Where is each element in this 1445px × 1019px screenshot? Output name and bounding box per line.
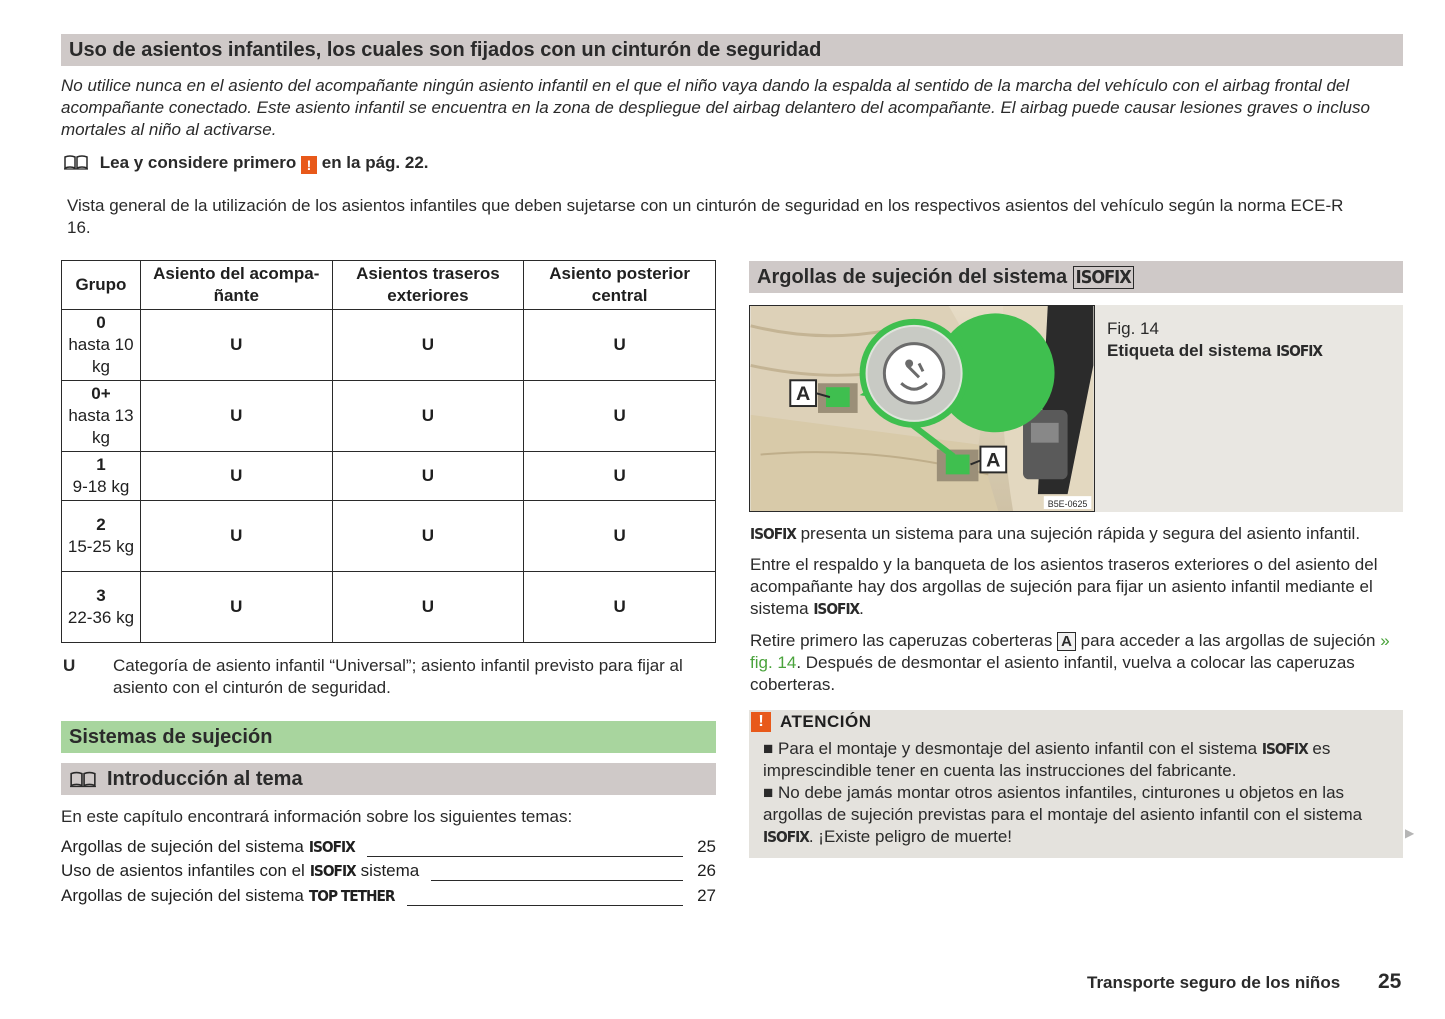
group-number: 0+	[91, 384, 111, 403]
toc-page-number: 26	[697, 861, 716, 880]
toc-entry-title	[61, 861, 427, 881]
group-number: 1	[96, 455, 106, 474]
toc-page-number: 27	[697, 886, 716, 905]
seat-category-cell: U	[332, 381, 524, 452]
attention-item-2	[763, 782, 1393, 848]
isofix-para-1-text: presenta un sistema para una sujeción rápida y segura del asiento infantil.	[800, 524, 1361, 543]
attention-item-1-text: ■ Para el montaje y desmontaje del asiento infantil con el sistema	[763, 739, 1258, 758]
airbag-warning-text: No utilice nunca en el asiento del acompañante ningún asiento infantil en el que el niño vaya dando la espalda al sentido de la marcha del vehículo con el airbag frontal del acompañante conectado. Este asiento infantil se encuentra en la zona de despliegue del airbag delantero del acompañante. El airbag puede causar lesiones graves o incluso mortales al niño al activarse.	[61, 76, 1370, 139]
attention-box	[749, 710, 1403, 858]
isofix-badge: ISOFIX	[750, 525, 796, 543]
toc-leader-line	[407, 905, 683, 906]
group-cell	[62, 452, 141, 501]
toc-entry[interactable]	[61, 886, 716, 910]
system-badge: TOP TETHER	[308, 887, 395, 905]
attention-title: ATENCIÓN	[780, 712, 872, 731]
footnote-text: Categoría de asiento infantil “Universal”; asiento infantil previsto para fijar al asiento con el cinturón de seguridad.	[113, 656, 683, 697]
seat-category-cell: U	[332, 452, 524, 501]
section-heading: Uso de asientos infantiles, los cuales son fijados con un cinturón de seguridad	[69, 39, 822, 61]
page-number: 25	[1378, 970, 1402, 993]
isofix-para-3	[750, 630, 1405, 696]
group-weight: 22-36 kg	[67, 608, 135, 627]
group-weight: 9-18 kg	[72, 477, 130, 496]
toc-page-number: 25	[697, 837, 716, 856]
header-traseros-exteriores: Asientos traseros exteriores	[332, 261, 524, 310]
isofix-heading-bar	[749, 261, 1403, 293]
seat-category-cell: U	[140, 452, 332, 501]
seat-category-cell: U	[140, 572, 332, 643]
seat-category-cell: U	[332, 501, 524, 572]
sistemas-heading-bar	[61, 721, 716, 753]
toc-entry-text: Argollas de sujeción del sistema	[61, 837, 304, 856]
seat-category-cell: U	[140, 381, 332, 452]
toc-leader-line	[367, 856, 683, 857]
intro-heading-bar	[61, 763, 716, 795]
isofix-para-2	[750, 554, 1405, 620]
group-cell	[62, 381, 141, 452]
section-heading-bar	[61, 34, 1403, 66]
group-cell	[62, 572, 141, 643]
child-seat-table	[61, 260, 716, 643]
figure-caption-text: Etiqueta del sistema	[1107, 341, 1272, 360]
isofix-para-3-mid: para acceder a las argollas de sujeción	[1080, 631, 1376, 650]
header-grupo: Grupo	[62, 261, 141, 310]
system-badge: ISOFIX	[309, 862, 356, 880]
warning-icon: !	[301, 156, 317, 174]
seat-category-cell: U	[524, 381, 716, 452]
table-row	[62, 572, 716, 643]
seat-category-cell: U	[524, 572, 716, 643]
isofix-figure	[749, 305, 1095, 512]
isofix-badge: ISOFIX	[1073, 266, 1134, 289]
isofix-badge: ISOFIX	[763, 828, 809, 846]
footer-chapter: Transporte seguro de los niños	[1087, 973, 1341, 992]
isofix-para-2-end: .	[859, 599, 864, 618]
fig-14-link[interactable]: » fig. 14	[750, 631, 1390, 672]
seat-category-cell: U	[140, 501, 332, 572]
figure-caption	[1107, 340, 1322, 362]
seat-category-cell: U	[140, 310, 332, 381]
isofix-badge: ISOFIX	[1261, 740, 1308, 758]
isofix-para-2-text: Entre el respaldo y la banqueta de los asientos traseros exteriores o del asiento del acompañante hay dos argollas de sujeción para fijar un asiento infantil mediante el sistema	[750, 555, 1378, 618]
toc-entry-text: Argollas de sujeción del sistema	[61, 886, 304, 905]
seat-category-cell: U	[524, 452, 716, 501]
table-row	[62, 452, 716, 501]
group-cell	[62, 501, 141, 572]
attention-item-2-end: . ¡Existe peligro de muerte!	[808, 827, 1013, 846]
isofix-heading	[757, 266, 1134, 289]
toc-entry-suffix: sistema	[360, 861, 420, 880]
intro-heading: Introducción al tema	[107, 768, 303, 790]
header-acompanante: Asiento del acompa-ñante	[140, 261, 332, 310]
isofix-para-1	[750, 523, 1410, 545]
attention-item-2-text: ■ No debe jamás montar otros asientos infantiles, cinturones u objetos en las argollas de sujeción previstas para el montaje del asiento infantil con el sistema	[763, 783, 1363, 824]
toc-entry[interactable]	[61, 837, 716, 861]
system-badge: ISOFIX	[308, 838, 355, 856]
seat-category-cell: U	[332, 310, 524, 381]
read-first-before: Lea y considere primero	[99, 153, 297, 172]
isofix-para-3-before: Retire primero las caperuzas coberteras	[750, 631, 1053, 650]
isofix-para-3-after: . Después de desmontar el asiento infantil, vuelva a colocar las caperuzas coberteras.	[750, 653, 1355, 694]
seat-category-cell: U	[332, 572, 524, 643]
group-number: 2	[96, 515, 106, 534]
group-number: 0	[96, 313, 106, 332]
figure-label-a: A	[796, 383, 811, 406]
read-first-page-link[interactable]: en la pág. 22.	[321, 153, 429, 172]
attention-item-1	[763, 738, 1393, 782]
header-posterior-central: Asiento posterior central	[524, 261, 716, 310]
table-header-row	[62, 261, 716, 310]
toc-entry-title	[61, 837, 363, 857]
figure-caption-num: Fig. 14	[1107, 319, 1159, 338]
toc-entry-text: Uso de asientos infantiles con el	[61, 861, 305, 880]
read-first-line	[63, 152, 663, 174]
group-weight: 15-25 kg	[67, 537, 135, 556]
isofix-badge: ISOFIX	[813, 600, 860, 618]
attention-item-1-end: es imprescindible tener en cuenta las instrucciones del fabricante.	[763, 739, 1331, 780]
toc-entry-title	[61, 886, 403, 906]
table-row	[62, 381, 716, 452]
isofix-heading-text: Argollas de sujeción del sistema	[757, 266, 1068, 288]
toc-leader-line	[431, 880, 683, 881]
group-weight: hasta 10 kg	[68, 335, 134, 376]
continue-arrow-icon: ▶	[1405, 826, 1415, 840]
book-icon	[63, 154, 89, 170]
figure-code: B5E-0625	[1047, 499, 1088, 510]
seat-category-cell: U	[524, 501, 716, 572]
group-number: 3	[96, 586, 106, 605]
toc-entry[interactable]	[61, 861, 716, 885]
sistemas-heading: Sistemas de sujeción	[69, 726, 273, 748]
table-row	[62, 310, 716, 381]
table-row	[62, 501, 716, 572]
footnote-key: U	[63, 656, 76, 675]
book-icon	[69, 770, 97, 788]
seat-category-cell: U	[524, 310, 716, 381]
isofix-badge: ISOFIX	[1276, 342, 1322, 360]
intro-text: En este capítulo encontrará información sobre los siguientes temas:	[61, 807, 573, 826]
group-weight: hasta 13 kg	[68, 406, 134, 447]
group-cell	[62, 310, 141, 381]
overview-text: Vista general de la utilización de los asientos infantiles que deben sujetarse con un cinturón de seguridad en los respectivos asientos del vehículo según la norma ECE-R 16.	[67, 196, 1344, 237]
figure-label-a-2: A	[986, 449, 1001, 472]
cover-cap-label: A	[1057, 632, 1076, 651]
attention-icon: !	[751, 712, 771, 732]
